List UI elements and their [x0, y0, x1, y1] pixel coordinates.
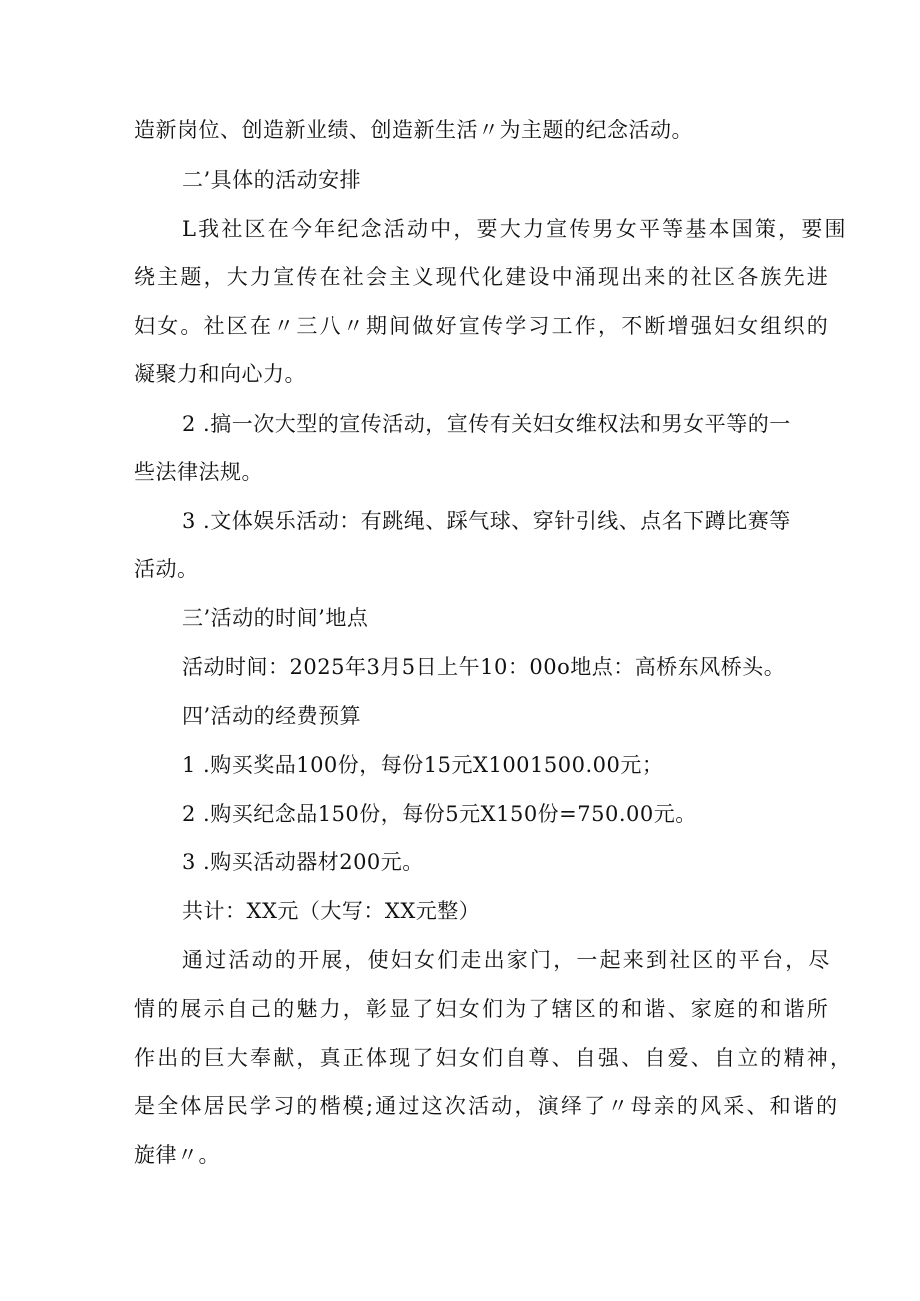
section-heading: 二’具体的活动安排 [182, 168, 362, 192]
paragraph-line: 造新岗位、创造新业绩、创造新生活〃为主题的纪念活动。 [134, 118, 693, 142]
paragraph-line: L我社区在今年纪念活动中，要大力宣传男女平等基本国策，要围 [182, 217, 848, 241]
section-heading: 三’活动的时间’地点 [182, 606, 369, 630]
paragraph-line: 活动时间：2025年3月5日上午10：00o地点：高桥东风桥头。 [182, 655, 786, 679]
paragraph-line: 绕主题，大力宣传在社会主义现代化建设中涌现出来的社区各族先进 [134, 265, 830, 289]
paragraph-line: 是全体居民学习的楷模;通过这次活动，演绎了〃母亲的风采、和谐的 [134, 1094, 840, 1118]
section-heading: 四’活动的经费预算 [182, 704, 362, 728]
paragraph-line: 旋律〃。 [134, 1143, 220, 1167]
list-item-line: 3 .文体娱乐活动：有跳绳、踩气球、穿针引线、点名下蹲比赛等 [182, 509, 791, 533]
list-item-line: 2 .购买纪念品150份，每份5元X150份=750.00元。 [182, 802, 697, 826]
total-line: 共计：XX元（大写：XX元整） [182, 899, 481, 923]
paragraph-line: 通过活动的开展，使妇女们走出家门，一起来到社区的平台，尽 [182, 948, 832, 972]
list-item-line: 活动。 [134, 557, 199, 581]
paragraph-line: 凝聚力和向心力。 [134, 362, 306, 386]
list-item-line: 3 .购买活动器材200元。 [182, 850, 424, 874]
paragraph-line: 妇女。社区在〃三八〃期间做好宣传学习工作，不断增强妇女组织的 [134, 314, 830, 338]
paragraph-line: 作出的巨大奉献，真正体现了妇女们自尊、自强、自爱、自立的精神， [134, 1046, 854, 1070]
paragraph-line: 情的展示自己的魅力，彰显了妇女们为了辖区的和谐、家庭的和谐所 [134, 997, 830, 1021]
list-item-line: 2 .搞一次大型的宣传活动，宣传有关妇女维权法和男女平等的一 [182, 412, 791, 436]
list-item-line: 1 .购买奖品100份，每份15元X1001500.00元； [182, 753, 664, 777]
list-item-line: 些法律法规。 [134, 460, 263, 484]
